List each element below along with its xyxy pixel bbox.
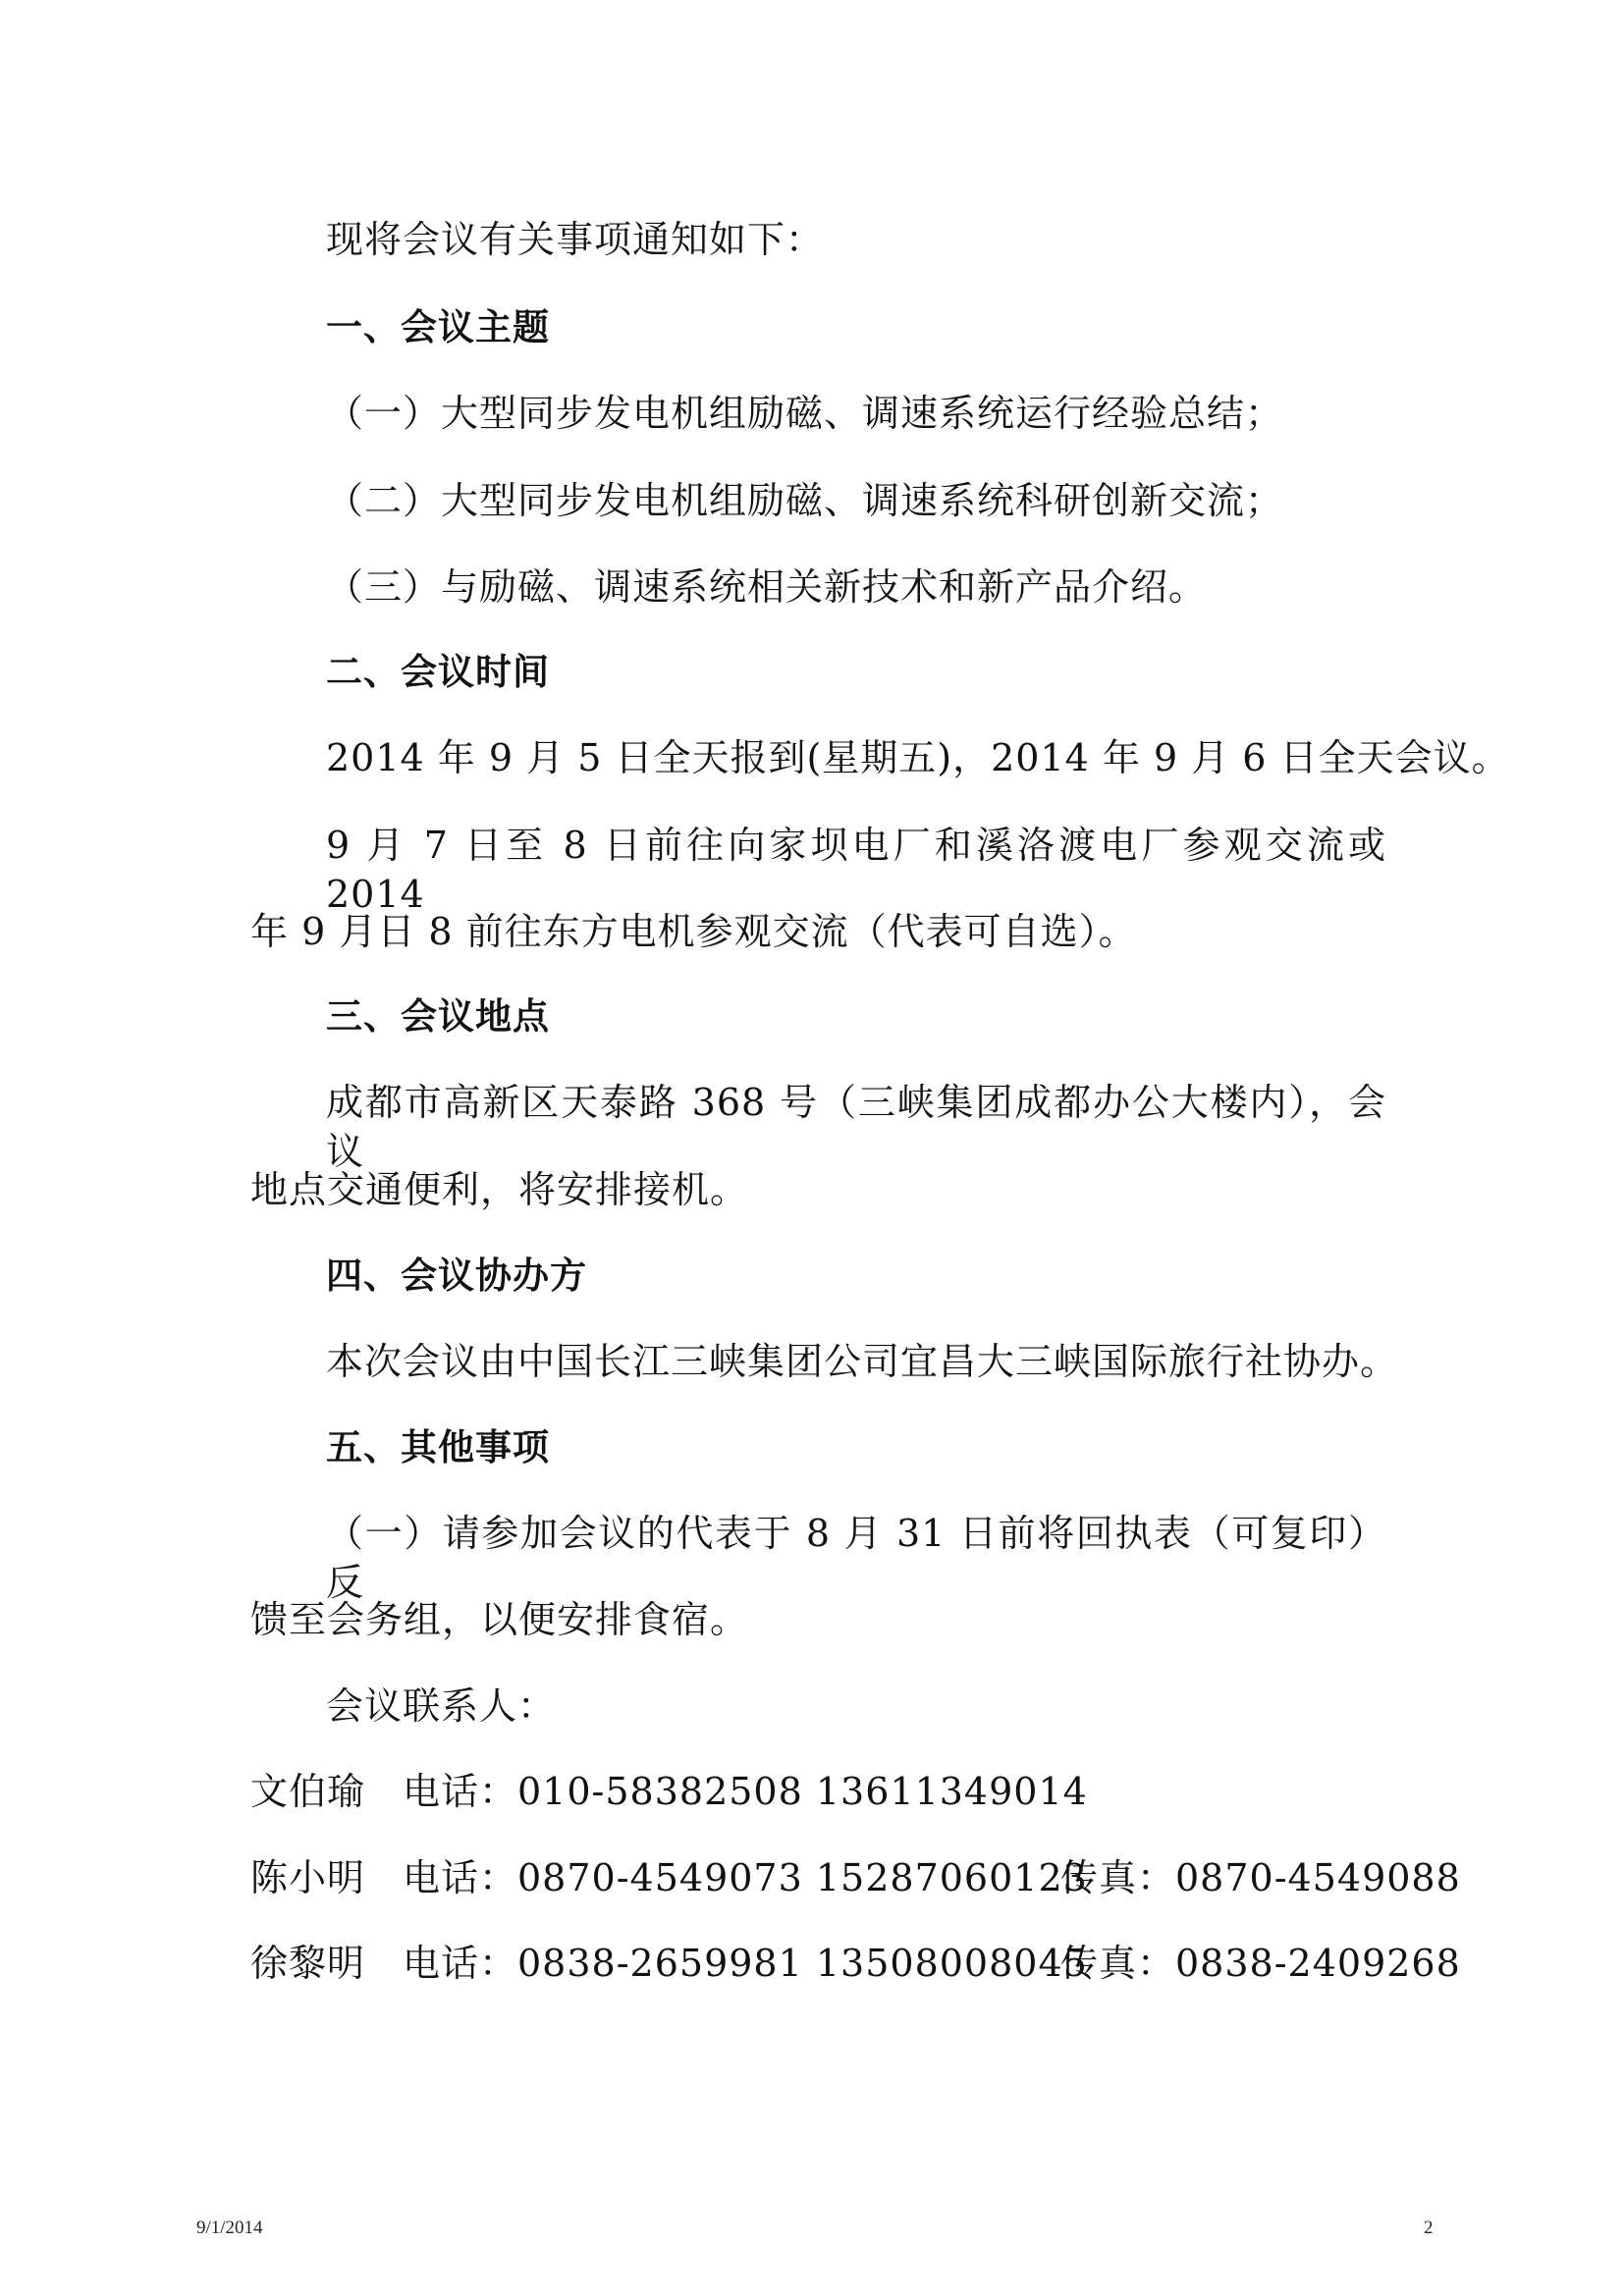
section-heading-cohost: 四、会议协办方 xyxy=(326,1255,587,1297)
time-line-1: 2014 年 9 月 5 日全天报到(星期五)，2014 年 9 月 6 日全天会议。 xyxy=(326,736,1510,779)
contact-row xyxy=(0,1939,1624,1988)
contact-row xyxy=(0,1767,1624,1816)
time-line-2: 9 月 7 日至 8 日前往向家坝电厂和溪洛渡电厂参观交流或 2014 xyxy=(326,824,1386,916)
time-line-3: 年 9 月日 8 前往东方电机参观交流（代表可自选）。 xyxy=(250,910,1137,953)
theme-item-3: （三）与励磁、调速系统相关新技术和新产品介绍。 xyxy=(326,565,1208,609)
contact-row xyxy=(0,1853,1624,1902)
other-line-2: 馈至会务组，以便安排食宿。 xyxy=(250,1598,749,1641)
location-line-1: 成都市高新区天泰路 368 号（三峡集团成都办公大楼内），会议 xyxy=(326,1081,1386,1173)
section-heading-other: 五、其他事项 xyxy=(326,1426,550,1468)
contact-phone: 电话：0870-4549073 15287060123 xyxy=(403,1856,1088,1899)
section-heading-time: 二、会议时间 xyxy=(326,651,550,693)
contact-name: 陈小明 xyxy=(250,1856,366,1899)
contact-fax: 传真：0838-2409268 xyxy=(1060,1942,1461,1985)
contact-phone: 电话：0838-2659981 13508008045 xyxy=(403,1942,1088,1985)
theme-item-2: （二）大型同步发电机组励磁、调速系统科研创新交流； xyxy=(326,479,1284,522)
section-heading-location: 三、会议地点 xyxy=(326,995,550,1038)
other-line-1: （一）请参加会议的代表于 8 月 31 日前将回执表（可复印）反 xyxy=(326,1512,1386,1604)
contact-fax: 传真：0870-4549088 xyxy=(1060,1856,1461,1899)
location-line-2: 地点交通便利，将安排接机。 xyxy=(250,1168,749,1211)
intro-text: 现将会议有关事项通知如下： xyxy=(326,218,825,261)
contacts-label: 会议联系人： xyxy=(326,1684,557,1728)
contact-name: 文伯瑜 xyxy=(250,1770,366,1813)
section-heading-theme: 一、会议主题 xyxy=(326,306,550,348)
contact-phone: 电话：010-58382508 13611349014 xyxy=(403,1770,1088,1813)
theme-item-1: （一）大型同步发电机组励磁、调速系统运行经验总结； xyxy=(326,392,1284,435)
footer-page-number: 2 xyxy=(1424,2217,1434,2238)
contact-name: 徐黎明 xyxy=(250,1942,366,1985)
footer-date: 9/1/2014 xyxy=(196,2217,263,2238)
cohost-text: 本次会议由中国长江三峡集团公司宜昌大三峡国际旅行社协办。 xyxy=(326,1340,1399,1383)
